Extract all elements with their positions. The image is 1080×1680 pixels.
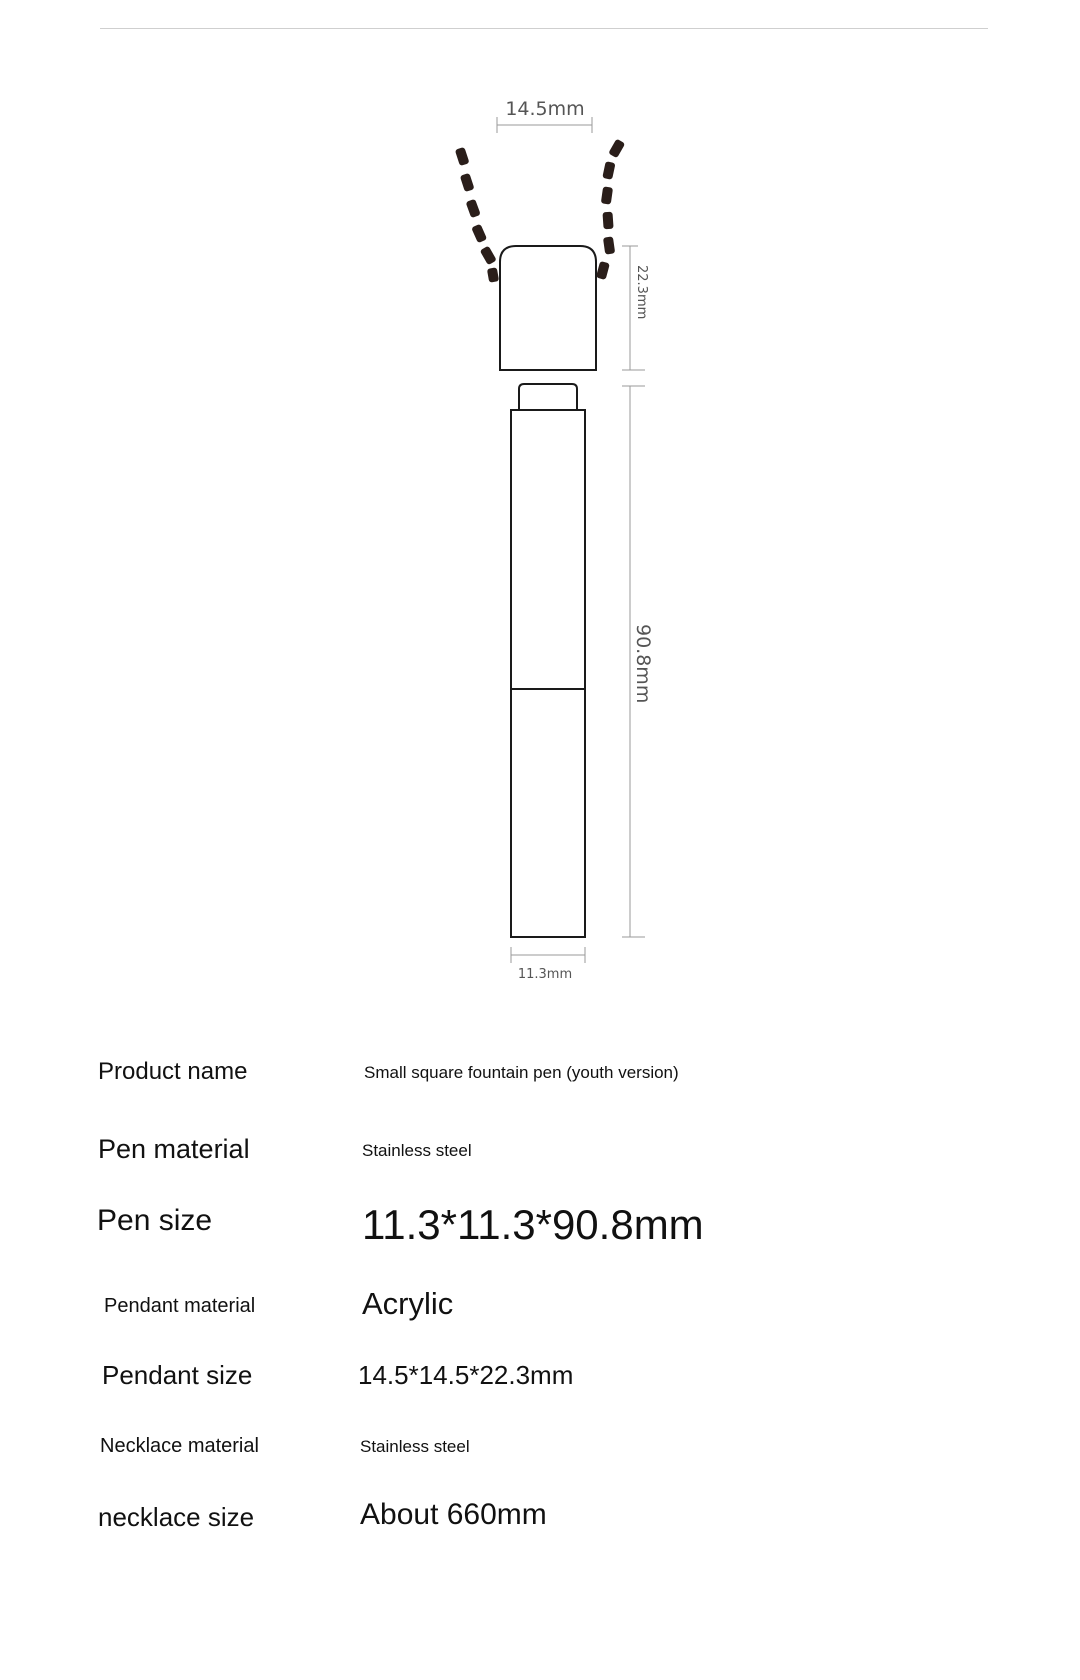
spec-value: About 660mm	[360, 1498, 547, 1531]
pen-length-label: 90.8mm	[632, 624, 654, 704]
spec-label: necklace size	[98, 1502, 255, 1532]
spec-value: Acrylic	[362, 1286, 454, 1321]
spec-row-pendant-size	[0, 1362, 1080, 1422]
spec-row-pendant-material	[0, 1286, 1080, 1352]
spec-label: Pen material	[98, 1134, 250, 1164]
spec-value: 14.5*14.5*22.3mm	[358, 1360, 574, 1390]
spec-value: 11.3*11.3*90.8mm	[362, 1201, 704, 1248]
spec-value: Small square fountain pen (youth version)	[364, 1063, 679, 1082]
spec-value: Stainless steel	[362, 1141, 472, 1160]
spec-row-product-name	[0, 1060, 1080, 1120]
pen-top-cap	[519, 384, 577, 410]
spec-label: Pendant material	[104, 1295, 256, 1317]
spec-label: Pen size	[97, 1204, 213, 1237]
spec-label: Product name	[98, 1058, 248, 1085]
pendant-height-label: 22.3mm	[634, 265, 649, 320]
pen-body	[511, 410, 585, 937]
pen-width-label: 11.3mm	[517, 967, 573, 982]
spec-row-necklace-material	[0, 1436, 1080, 1496]
pendant-width-label: 14.5mm	[505, 98, 585, 120]
spec-row-pen-size	[0, 1201, 1080, 1266]
spec-label: Pendant size	[102, 1360, 253, 1390]
pen-width-dimension	[511, 947, 585, 963]
pendant-outline	[500, 246, 596, 370]
spec-label: Necklace material	[100, 1435, 259, 1457]
spec-row-pen-material	[0, 1136, 1080, 1196]
spec-row-necklace-size	[0, 1498, 1080, 1564]
spec-value: Stainless steel	[360, 1437, 470, 1456]
